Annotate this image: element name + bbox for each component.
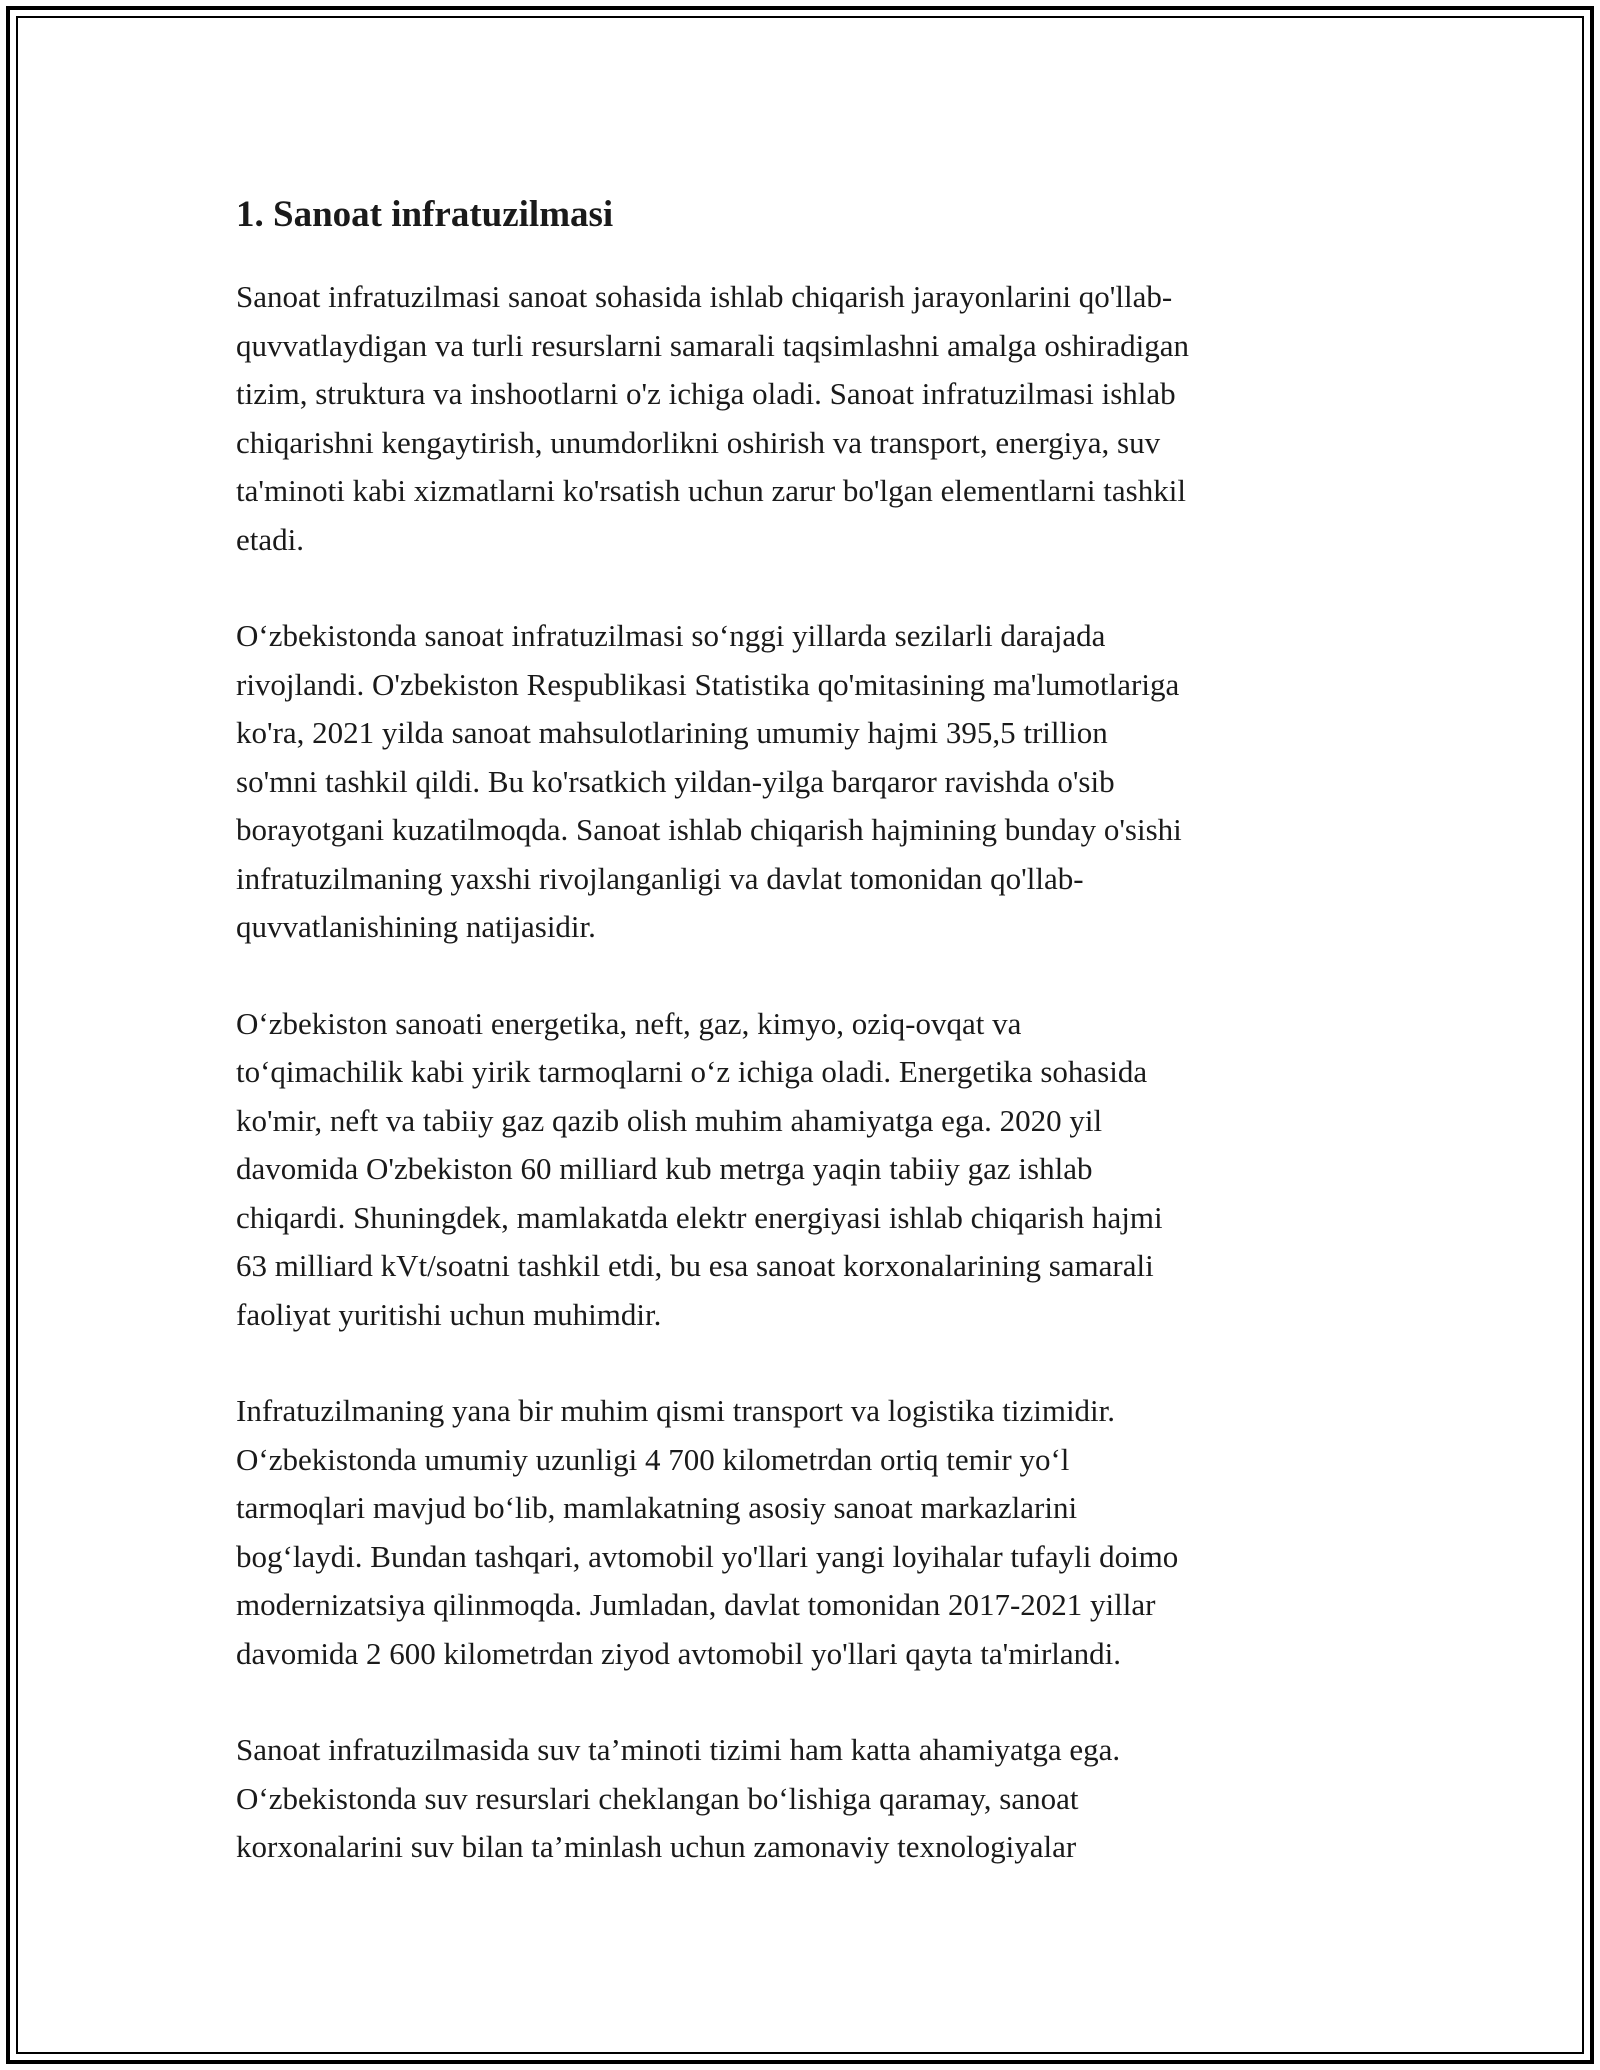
text-line: so'mni tashkil qildi. Bu ko'rsatkich yildan-yilga barqaror ravishda o'sib — [236, 763, 1115, 799]
document-body — [236, 185, 1364, 1920]
text-line: korxonalarini suv bilan ta’minlash uchun zamonaviy texnologiyalar — [236, 1829, 1077, 1864]
text-line: tizim, struktura va inshootlarni o'z ichiga oladi. Sanoat infratuzilmasi ishlab — [236, 376, 1176, 411]
text-line: Infratuzilmaning yana bir muhim qismi transport va logistika tizimidir. — [236, 1393, 1116, 1428]
text-line: O‘zbekiston sanoati energetika, neft, gaz, kimyo, oziq-ovqat va — [236, 1005, 1022, 1041]
text-line: O‘zbekistonda umumiy uzunligi 4 700 kilometrdan ortiq temir yo‘l — [236, 1441, 1070, 1477]
text-line: etadi. — [236, 521, 304, 557]
text-line: Sanoat infratuzilmasida suv ta’minoti tizimi ham katta ahamiyatga ega. — [236, 1732, 1121, 1767]
text-line: davomida O'zbekiston 60 milliard kub metrga yaqin tabiiy gaz ishlab — [236, 1151, 1093, 1186]
text-line: 63 milliard kVt/soatni tashkil etdi, bu esa sanoat korxonalarining samarali — [236, 1248, 1154, 1283]
text-line: infratuzilmaning yaxshi rivojlanganligi va davlat tomonidan qo'llab- — [236, 860, 1084, 896]
text-line: quvvatlaydigan va turli resurslarni samarali taqsimlashni amalga oshiradigan — [236, 327, 1189, 363]
paragraph-5 — [236, 1726, 1364, 1872]
text-line: Sanoat infratuzilmasi sanoat sohasida ishlab chiqarish jarayonlarini qo'llab- — [236, 279, 1173, 314]
text-line: bog‘laydi. Bundan tashqari, avtomobil yo'llari yangi loyihalar tufayli doimo — [236, 1538, 1179, 1574]
text-line: rivojlandi. O'zbekiston Respublikasi Statistika qo'mitasining ma'lumotlariga — [236, 666, 1180, 702]
text-line: ko'mir, neft va tabiiy gaz qazib olish muhim ahamiyatga ega. 2020 yil — [236, 1102, 1103, 1138]
text-line: borayotgani kuzatilmoqda. Sanoat ishlab chiqarish hajmining bunday o'sishi — [236, 812, 1182, 847]
text-line: ko'ra, 2021 yilda sanoat mahsulotlarining umumiy hajmi 395,5 trillion — [236, 715, 1108, 750]
text-line: davomida 2 600 kilometrdan ziyod avtomobil yo'llari qayta ta'mirlandi. — [236, 1635, 1121, 1671]
text-line: tarmoqlari mavjud bo‘lib, mamlakatning asosiy sanoat markazlarini — [236, 1490, 1078, 1525]
text-line: to‘qimachilik kabi yirik tarmoqlarni o‘z ichiga oladi. Energetika sohasida — [236, 1054, 1148, 1089]
text-line: chiqarishni kengaytirish, unumdorlikni oshirish va transport, energiya, suv — [236, 424, 1161, 460]
text-line: modernizatsiya qilinmoqda. Jumladan, davlat tomonidan 2017-2021 yillar — [236, 1587, 1156, 1622]
text-line: O‘zbekistonda suv resurslari cheklangan bo‘lishiga qaramay, sanoat — [236, 1780, 1079, 1816]
text-line: O‘zbekistonda sanoat infratuzilmasi so‘nggi yillarda sezilarli darajada — [236, 618, 1106, 653]
text-line: faoliyat yuritishi uchun muhimdir. — [236, 1296, 662, 1332]
text-line: chiqardi. Shuningdek, mamlakatda elektr energiyasi ishlab chiqarish hajmi — [236, 1199, 1163, 1235]
text-line: ta'minoti kabi xizmatlarni ko'rsatish uchun zarur bo'lgan elementlarni tashkil — [236, 473, 1186, 508]
text-line: quvvatlanishining natijasidir. — [236, 909, 596, 944]
paragraph-2 — [236, 612, 1364, 952]
paragraph-3 — [236, 1000, 1364, 1340]
paragraph-1 — [236, 273, 1364, 564]
section-heading: 1. Sanoat infratuzilmasi — [236, 194, 614, 235]
paragraph-4 — [236, 1387, 1364, 1678]
